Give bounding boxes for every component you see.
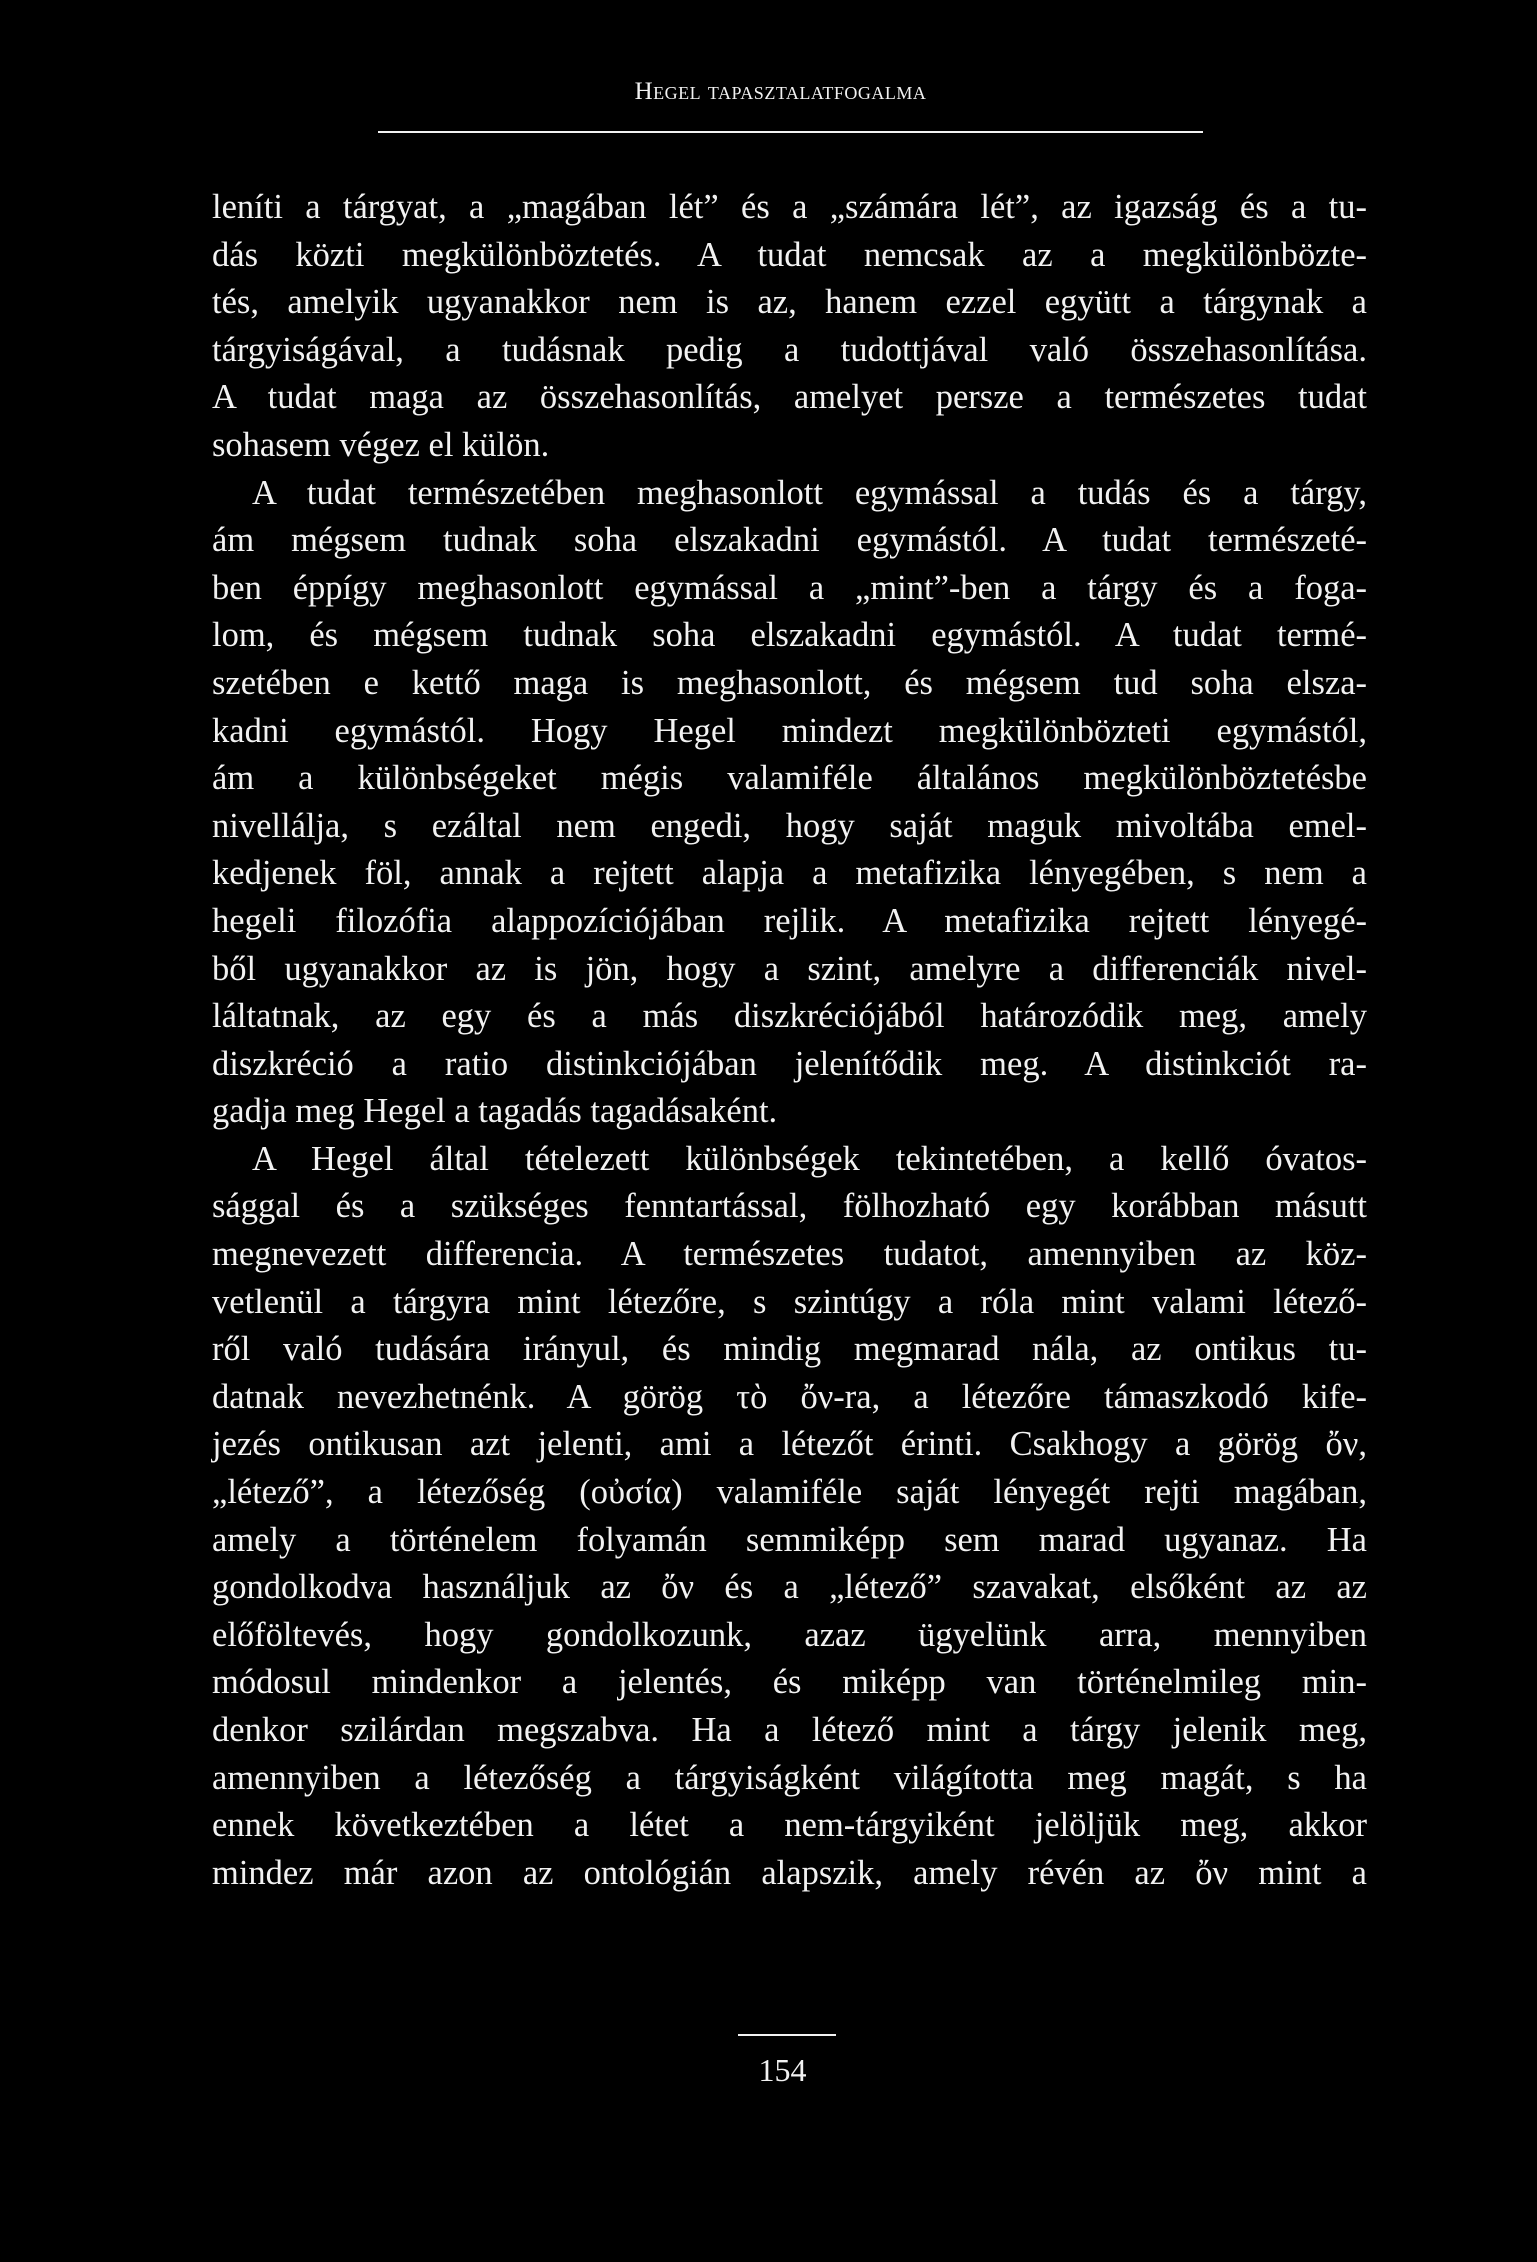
body-text xyxy=(212,184,1367,1897)
text-line: szetében e kettő maga is meghasonlott, és mégsem tud soha elsza- xyxy=(212,663,1367,702)
text-line: gadja meg Hegel a tagadás tagadásaként. xyxy=(212,1092,778,1131)
text-line: jezés ontikusan azt jelenti, ami a létezőt érinti. Csakhogy a görög ὄν, xyxy=(212,1425,1367,1464)
text-line: ennek következtében a létet a nem-tárgyiként jelöljük meg, akkor xyxy=(212,1806,1367,1845)
text-line: dás közti megkülönböztetés. A tudat nemcsak az a megkülönbözte- xyxy=(212,235,1367,274)
text-line: mindez már azon az ontológián alapszik, amely révén az ὄν mint a xyxy=(212,1853,1367,1892)
text-line: kedjenek föl, annak a rejtett alapja a metafizika lényegében, s nem a xyxy=(212,854,1367,893)
text-line: „létező”, a létezőség (οὐσία) valamiféle saját lényegét rejti magában, xyxy=(212,1473,1367,1512)
text-line: gondolkodva használjuk az ὄν és a „létező” szavakat, elsőként az az xyxy=(212,1568,1367,1607)
text-line: vetlenül a tárgyra mint létezőre, s szintúgy a róla mint valami létező- xyxy=(212,1282,1367,1321)
text-line: leníti a tárgyat, a „magában lét” és a „számára lét”, az igazság és a tu- xyxy=(212,188,1367,226)
running-header xyxy=(0,78,1537,106)
text-line: ám a különbségeket mégis valamiféle általános megkülönböztetésbe xyxy=(212,759,1367,798)
text-line: ből ugyanakkor az is jön, hogy a szint, amelyre a differenciák nivel- xyxy=(212,949,1367,988)
text-line: amennyiben a létezőség a tárgyiságként világította meg magát, s ha xyxy=(212,1758,1367,1797)
text-line: datnak nevezhetnénk. A görög τὸ ὄν-ra, a létezőre támaszkodó kife- xyxy=(212,1377,1367,1416)
text-line: nivellálja, s ezáltal nem engedi, hogy saját maguk mivoltába emel- xyxy=(212,806,1367,845)
page-number: 154 xyxy=(758,2052,807,2088)
text-line: amely a történelem folyamán semmiképp sem marad ugyanaz. Ha xyxy=(212,1520,1367,1559)
text-line: lom, és mégsem tudnak soha elszakadni egymástól. A tudat termé- xyxy=(212,616,1367,655)
text-line: módosul mindenkor a jelentés, és miképp van történelmileg min- xyxy=(212,1663,1367,1702)
text-line: tárgyiságával, a tudásnak pedig a tudottjával való összehasonlítása. xyxy=(212,330,1367,369)
text-line: előföltevés, hogy gondolkozunk, azaz ügyelünk arra, mennyiben xyxy=(212,1615,1367,1654)
text-line: kadni egymástól. Hogy Hegel mindezt megkülönbözteti egymástól, xyxy=(212,711,1367,750)
text-line: sággal és a szükséges fenntartással, fölhozható egy korábban másutt xyxy=(212,1187,1367,1226)
text-line: A tudat maga az összehasonlítás, amelyet persze a természetes tudat xyxy=(212,378,1367,417)
footer-rule xyxy=(738,2034,836,2036)
text-line: ről való tudására irányul, és mindig megmarad nála, az ontikus tu- xyxy=(212,1330,1367,1369)
text-line: A tudat természetében meghasonlott egymással a tudás és a tárgy, xyxy=(252,473,1367,512)
text-line: A Hegel által tételezett különbségek tekintetében, a kellő óvatos- xyxy=(252,1139,1367,1178)
text-line: ben éppígy meghasonlott egymással a „mint”-ben a tárgy és a foga- xyxy=(212,568,1367,607)
text-line: diszkréció a ratio distinkciójában jelenítődik meg. A distinkciót ra- xyxy=(212,1044,1367,1083)
text-line: láltatnak, az egy és a más diszkréciójából határozódik meg, amely xyxy=(212,997,1367,1036)
running-title: Hegel tapasztalatfogalma xyxy=(634,78,927,105)
header-rule xyxy=(378,131,1203,133)
text-line: denkor szilárdan megszabva. Ha a létező mint a tárgy jelenik meg, xyxy=(212,1711,1367,1749)
text-line: ám mégsem tudnak soha elszakadni egymástól. A tudat természeté- xyxy=(212,521,1367,560)
text-line: tés, amelyik ugyanakkor nem is az, hanem ezzel együtt a tárgynak a xyxy=(212,283,1367,322)
text-line: megnevezett differencia. A természetes tudatot, amennyiben az köz- xyxy=(212,1235,1367,1274)
text-line: sohasem végez el külön. xyxy=(212,425,550,464)
text-line: hegeli filozófia alappozíciójában rejlik. A metafizika rejtett lényegé- xyxy=(212,901,1367,940)
